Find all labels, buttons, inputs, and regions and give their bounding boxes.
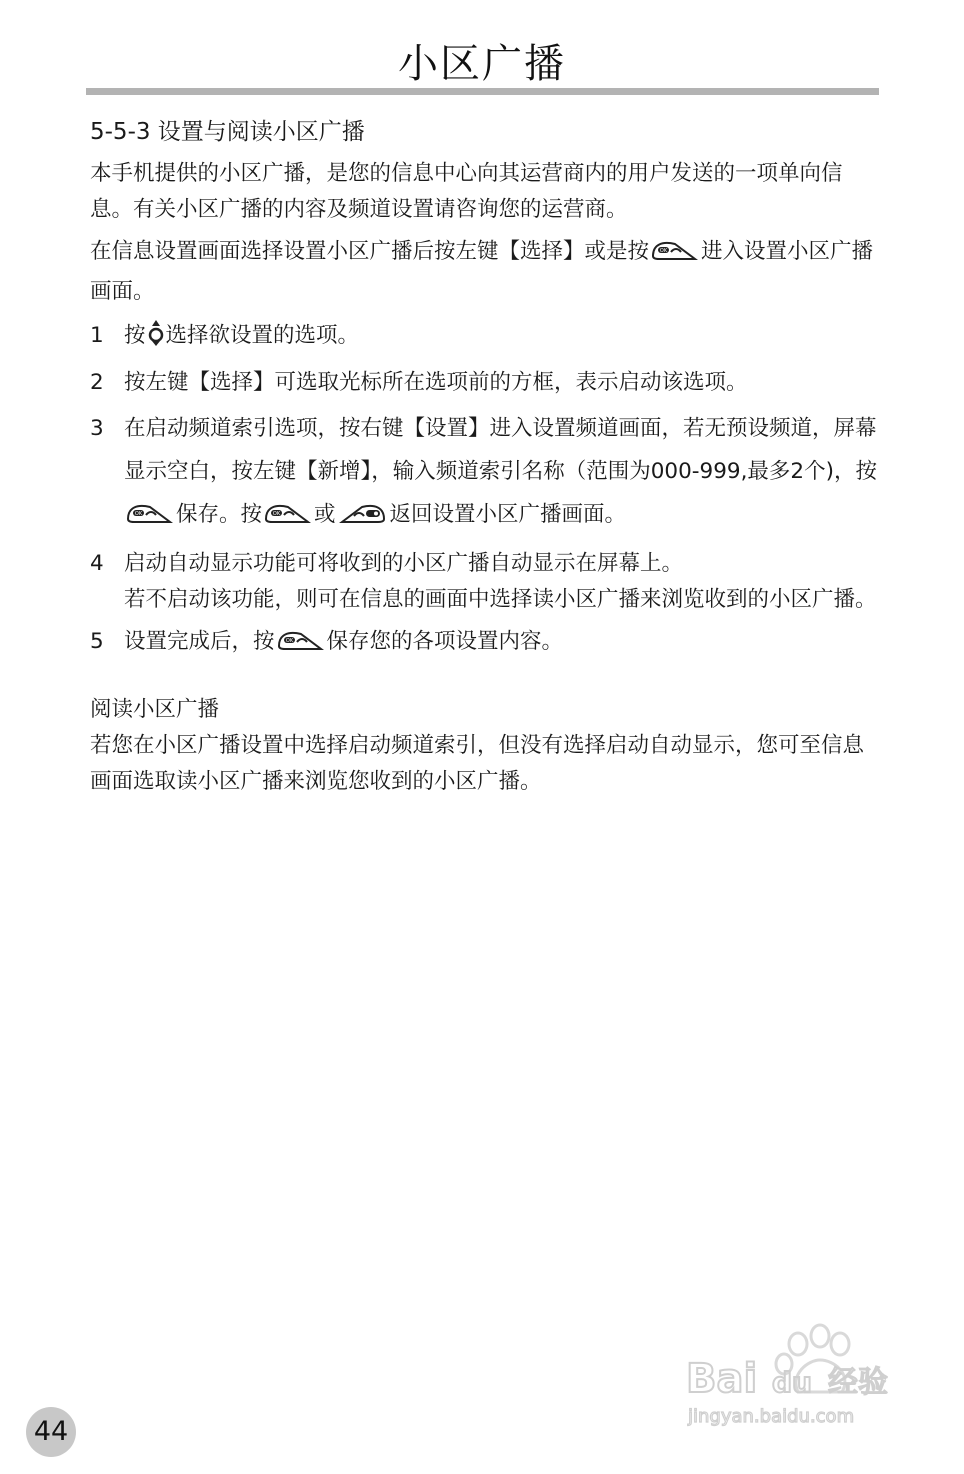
step-text: 按左键【选择】可选取光标所在选项前的方框，表示启动该选项。 — [124, 370, 748, 395]
step-number: 5 — [90, 629, 104, 654]
intro-paragraph: 本手机提供的小区广播，是您的信息中心向其运营商内的用户发送的一项单向信息。有关小区广播的内容及频道设置请咨询您的运营商。 — [90, 161, 843, 222]
enter-settings-paragraph — [90, 234, 878, 310]
list-item — [90, 546, 878, 618]
svg-text:OK: OK — [659, 248, 668, 254]
list-item — [90, 624, 878, 664]
ok-send-key-icon — [264, 497, 312, 540]
end-power-key-icon — [338, 497, 388, 540]
step-number: 1 — [90, 323, 104, 348]
title-divider — [86, 88, 879, 95]
up-down-navigation-key-icon — [147, 319, 165, 359]
ok-send-key-icon — [126, 497, 174, 540]
step-text: 按 — [124, 323, 146, 348]
list-item — [90, 365, 878, 401]
reading-heading: 阅读小区广播 — [90, 697, 220, 722]
svg-text:jingyan.baidu.com: jingyan.baidu.com — [688, 1406, 855, 1427]
page-content — [90, 112, 878, 806]
section-heading: 5-5-3 设置与阅读小区广播 — [90, 119, 365, 145]
baidu-watermark — [680, 1322, 910, 1432]
step-text: 启动自动显示功能可将收到的小区广播自动显示在屏幕上。 — [124, 551, 684, 576]
list-item — [90, 318, 878, 359]
step-text: 若不启动该功能，则可在信息的画面中选择读小区广播来浏览收到的小区广播。 — [124, 587, 877, 612]
step-text: 保存。按 — [176, 502, 263, 527]
svg-text:OK: OK — [285, 638, 293, 644]
ok-send-key-icon — [277, 628, 325, 664]
ok-send-key-icon — [651, 238, 699, 274]
step-text: 保存您的各项设置内容。 — [326, 629, 564, 654]
step-text: 返回设置小区广播画面。 — [389, 502, 627, 527]
svg-text:Bai: Bai — [686, 1356, 758, 1402]
step-text: 或 — [314, 502, 336, 527]
step-number: 3 — [90, 416, 104, 441]
page-title: 小区广播 — [398, 41, 566, 87]
reading-paragraph: 若您在小区广播设置中选择启动频道索引，但没有选择启动自动显示，您可至信息画面选取读小区广播来浏览您收到的小区广播。 — [90, 733, 865, 794]
svg-text:du: du — [772, 1366, 812, 1399]
page-number: 44 — [26, 1407, 76, 1457]
enter-settings-text-2: 进入设置小区广播画面。 — [90, 239, 874, 304]
enter-settings-text-1: 在信息设置画面选择设置小区广播后按左键【选择】或是按 — [90, 239, 650, 264]
step-text: 选择欲设置的选项。 — [165, 323, 360, 348]
step-text: 在启动频道索引选项，按右键【设置】进入设置频道画面，若无预设频道，屏幕显示空白，按左键【新增】，输入频道索引名称（范围为000-999,最多2个)，按 — [124, 416, 877, 484]
svg-text:经验: 经验 — [828, 1365, 888, 1400]
svg-text:OK: OK — [134, 511, 143, 517]
step-text: 设置完成后，按 — [124, 629, 275, 654]
step-number: 2 — [90, 370, 104, 395]
step-number: 4 — [90, 551, 104, 576]
steps-list — [90, 318, 878, 664]
list-item — [90, 407, 878, 540]
svg-text:OK: OK — [272, 511, 281, 517]
